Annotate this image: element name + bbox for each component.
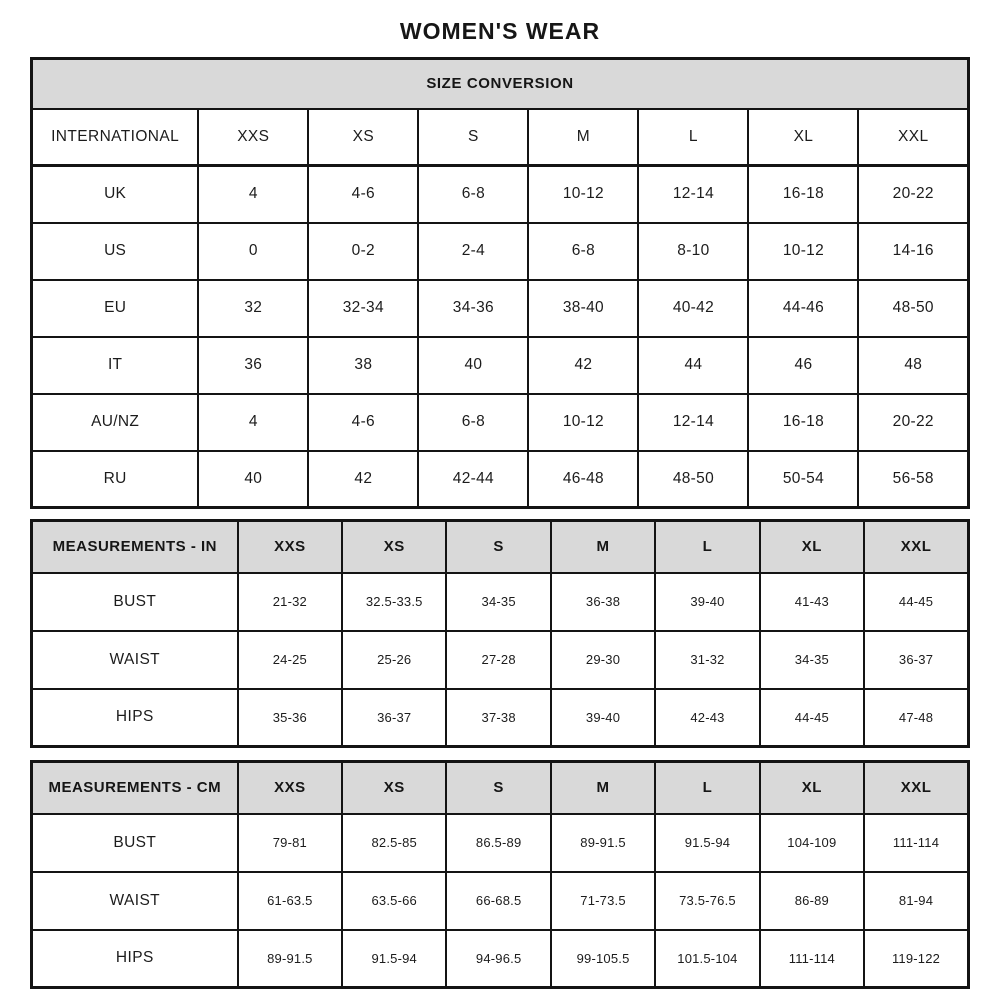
table-cell: 32-34 xyxy=(308,280,418,337)
measurements-in-corner-header: MEASUREMENTS - IN xyxy=(32,521,238,573)
table-row xyxy=(32,689,969,747)
table-cell: 21-32 xyxy=(238,573,342,631)
table-cell: 36-37 xyxy=(342,689,446,747)
column-header-xs: XS xyxy=(308,109,418,166)
table-cell: 82.5-85 xyxy=(342,814,446,872)
column-header-xxl: XXL xyxy=(864,521,968,573)
row-label: BUST xyxy=(32,814,238,872)
measurements-in-table xyxy=(30,519,970,748)
table-cell: 44 xyxy=(638,337,748,394)
table-cell: 48-50 xyxy=(638,451,748,508)
column-header-m: M xyxy=(551,521,655,573)
size-conversion-title-row xyxy=(32,59,969,109)
table-row xyxy=(32,814,969,872)
row-label: HIPS xyxy=(32,930,238,988)
table-cell: 0 xyxy=(198,223,308,280)
table-cell: 94-96.5 xyxy=(446,930,550,988)
table-row xyxy=(32,337,969,394)
table-cell: 91.5-94 xyxy=(342,930,446,988)
table-cell: 42-43 xyxy=(655,689,759,747)
table-cell: 12-14 xyxy=(638,394,748,451)
row-label: UK xyxy=(32,166,199,223)
table-cell: 46 xyxy=(748,337,858,394)
table-cell: 31-32 xyxy=(655,631,759,689)
table-row xyxy=(32,280,969,337)
table-cell: 12-14 xyxy=(638,166,748,223)
table-cell: 29-30 xyxy=(551,631,655,689)
table-cell: 4-6 xyxy=(308,394,418,451)
column-header-s: S xyxy=(418,109,528,166)
column-header-xxs: XXS xyxy=(238,521,342,573)
row-label: RU xyxy=(32,451,199,508)
column-header-xxl: XXL xyxy=(864,762,968,814)
measurements-in-header-row xyxy=(32,521,969,573)
table-cell: 73.5-76.5 xyxy=(655,872,759,930)
table-cell: 119-122 xyxy=(864,930,968,988)
table-cell: 35-36 xyxy=(238,689,342,747)
row-label: WAIST xyxy=(32,872,238,930)
table-cell: 25-26 xyxy=(342,631,446,689)
column-header-s: S xyxy=(446,521,550,573)
table-cell: 36 xyxy=(198,337,308,394)
table-cell: 27-28 xyxy=(446,631,550,689)
table-cell: 40 xyxy=(198,451,308,508)
table-cell: 89-91.5 xyxy=(551,814,655,872)
table-cell: 86-89 xyxy=(760,872,864,930)
row-label: WAIST xyxy=(32,631,238,689)
table-cell: 34-35 xyxy=(446,573,550,631)
table-cell: 20-22 xyxy=(858,394,968,451)
row-label: EU xyxy=(32,280,199,337)
table-cell: 4-6 xyxy=(308,166,418,223)
size-conversion-corner-header: INTERNATIONAL xyxy=(32,109,199,166)
table-row xyxy=(32,631,969,689)
measurements-cm-table xyxy=(30,760,970,989)
row-label: IT xyxy=(32,337,199,394)
table-cell: 8-10 xyxy=(638,223,748,280)
table-cell: 10-12 xyxy=(748,223,858,280)
column-header-m: M xyxy=(551,762,655,814)
table-cell: 32 xyxy=(198,280,308,337)
table-row xyxy=(32,872,969,930)
table-cell: 104-109 xyxy=(760,814,864,872)
table-row xyxy=(32,451,969,508)
column-header-xl: XL xyxy=(748,109,858,166)
table-cell: 6-8 xyxy=(528,223,638,280)
page-title: WOMEN'S WEAR xyxy=(399,18,601,44)
column-header-xxs: XXS xyxy=(198,109,308,166)
table-cell: 20-22 xyxy=(858,166,968,223)
table-cell: 42-44 xyxy=(418,451,528,508)
table-cell: 36-37 xyxy=(864,631,968,689)
table-cell: 56-58 xyxy=(858,451,968,508)
table-cell: 16-18 xyxy=(748,394,858,451)
column-header-l: L xyxy=(655,762,759,814)
measurements-cm-header-row xyxy=(32,762,969,814)
table-row xyxy=(32,166,969,223)
table-cell: 4 xyxy=(198,394,308,451)
table-cell: 48-50 xyxy=(858,280,968,337)
size-conversion-header-row xyxy=(32,109,969,166)
table-cell: 37-38 xyxy=(446,689,550,747)
table-cell: 36-38 xyxy=(551,573,655,631)
table-cell: 50-54 xyxy=(748,451,858,508)
column-header-l: L xyxy=(638,109,748,166)
table-cell: 89-91.5 xyxy=(238,930,342,988)
table-cell: 38-40 xyxy=(528,280,638,337)
size-conversion-section xyxy=(30,57,970,509)
table-cell: 44-45 xyxy=(864,573,968,631)
table-cell: 48 xyxy=(858,337,968,394)
row-label: BUST xyxy=(32,573,238,631)
column-header-xs: XS xyxy=(342,521,446,573)
measurements-cm-corner-header: MEASUREMENTS - CM xyxy=(32,762,238,814)
table-cell: 111-114 xyxy=(760,930,864,988)
table-cell: 6-8 xyxy=(418,166,528,223)
table-cell: 42 xyxy=(308,451,418,508)
size-conversion-table xyxy=(30,57,970,509)
table-cell: 10-12 xyxy=(528,166,638,223)
column-header-l: L xyxy=(655,521,759,573)
table-cell: 10-12 xyxy=(528,394,638,451)
table-cell: 101.5-104 xyxy=(655,930,759,988)
row-label: AU/NZ xyxy=(32,394,199,451)
table-cell: 32.5-33.5 xyxy=(342,573,446,631)
column-header-xxs: XXS xyxy=(238,762,342,814)
table-cell: 14-16 xyxy=(858,223,968,280)
column-header-s: S xyxy=(446,762,550,814)
table-cell: 99-105.5 xyxy=(551,930,655,988)
table-row xyxy=(32,223,969,280)
table-cell: 91.5-94 xyxy=(655,814,759,872)
table-cell: 6-8 xyxy=(418,394,528,451)
table-cell: 39-40 xyxy=(551,689,655,747)
table-cell: 0-2 xyxy=(308,223,418,280)
table-cell: 40-42 xyxy=(638,280,748,337)
table-cell: 41-43 xyxy=(760,573,864,631)
table-cell: 2-4 xyxy=(418,223,528,280)
table-row xyxy=(32,573,969,631)
table-cell: 66-68.5 xyxy=(446,872,550,930)
table-cell: 81-94 xyxy=(864,872,968,930)
table-cell: 4 xyxy=(198,166,308,223)
table-cell: 16-18 xyxy=(748,166,858,223)
column-header-m: M xyxy=(528,109,638,166)
column-header-xl: XL xyxy=(760,762,864,814)
table-cell: 44-45 xyxy=(760,689,864,747)
measurements-in-section xyxy=(30,519,970,748)
row-label: HIPS xyxy=(32,689,238,747)
table-cell: 38 xyxy=(308,337,418,394)
measurements-cm-section xyxy=(30,760,970,989)
table-cell: 40 xyxy=(418,337,528,394)
table-cell: 34-36 xyxy=(418,280,528,337)
table-cell: 39-40 xyxy=(655,573,759,631)
table-cell: 63.5-66 xyxy=(342,872,446,930)
table-cell: 24-25 xyxy=(238,631,342,689)
table-cell: 46-48 xyxy=(528,451,638,508)
table-cell: 61-63.5 xyxy=(238,872,342,930)
table-cell: 111-114 xyxy=(864,814,968,872)
table-row xyxy=(32,394,969,451)
table-row xyxy=(32,930,969,988)
table-cell: 44-46 xyxy=(748,280,858,337)
table-cell: 47-48 xyxy=(864,689,968,747)
size-conversion-title: SIZE CONVERSION xyxy=(32,59,969,109)
column-header-xl: XL xyxy=(760,521,864,573)
table-cell: 34-35 xyxy=(760,631,864,689)
table-cell: 42 xyxy=(528,337,638,394)
table-cell: 79-81 xyxy=(238,814,342,872)
row-label: US xyxy=(32,223,199,280)
table-cell: 86.5-89 xyxy=(446,814,550,872)
column-header-xxl: XXL xyxy=(858,109,968,166)
column-header-xs: XS xyxy=(342,762,446,814)
table-cell: 71-73.5 xyxy=(551,872,655,930)
